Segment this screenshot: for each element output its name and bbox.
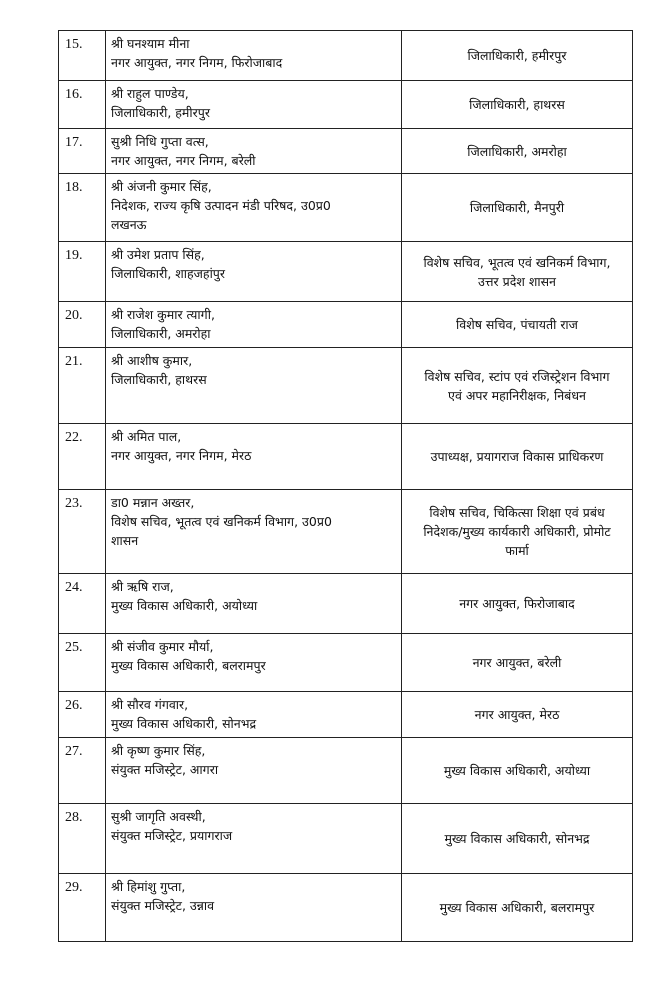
new-posting-line: जिलाधिकारी, अमरोहा — [467, 143, 567, 159]
new-posting-cell — [402, 804, 633, 874]
table-row — [59, 634, 633, 692]
table-row — [59, 424, 633, 490]
new-posting-line: विशेष सचिव, स्टांप एवं रजिस्ट्रेशन विभाग — [424, 368, 610, 384]
officer-name: सुश्री निधि गुप्ता वत्स, — [111, 134, 209, 149]
serial-number: 27. — [59, 738, 106, 804]
serial-number: 20. — [59, 302, 106, 348]
officer-cell — [106, 738, 402, 804]
new-posting-line: नगर आयुक्त, मेरठ — [474, 707, 560, 722]
current-post-line: संयुक्त मजिस्ट्रेट, उन्नाव — [111, 898, 215, 913]
current-post-line: मुख्य विकास अधिकारी, अयोध्या — [111, 598, 258, 613]
officer-name: श्री घनश्याम मीना — [111, 36, 190, 51]
officer-name: श्री राहुल पाण्डेय, — [111, 86, 189, 101]
table-row — [59, 129, 633, 174]
table-row — [59, 302, 633, 348]
officer-cell — [106, 574, 402, 634]
current-post-line: नगर आयुक्त, नगर निगम, मेरठ — [111, 448, 252, 463]
serial-number: 25. — [59, 634, 106, 692]
table-row — [59, 804, 633, 874]
officer-cell — [106, 634, 402, 692]
new-posting-cell — [402, 692, 633, 738]
current-post-line: जिलाधिकारी, शाहजहांपुर — [111, 266, 226, 281]
new-posting-cell — [402, 490, 633, 574]
new-posting-cell — [402, 634, 633, 692]
new-posting-line: जिलाधिकारी, मैनपुरी — [469, 200, 565, 215]
table-row — [59, 242, 633, 302]
officer-cell — [106, 874, 402, 942]
officer-name: श्री सौरव गंगवार, — [111, 697, 189, 712]
officer-cell — [106, 81, 402, 129]
transfer-table-body — [59, 31, 633, 942]
officer-name: श्री आशीष कुमार, — [111, 353, 193, 368]
serial-number: 15. — [59, 31, 106, 81]
table-row — [59, 348, 633, 424]
officer-name: श्री राजेश कुमार त्यागी, — [111, 307, 215, 322]
new-posting-line: एवं अपर महानिरीक्षक, निबंधन — [448, 387, 586, 403]
new-posting-line: मुख्य विकास अधिकारी, बलरामपुर — [439, 900, 595, 915]
new-posting-line: उत्तर प्रदेश शासन — [478, 273, 556, 289]
officer-name: श्री संजीव कुमार मौर्या, — [111, 639, 214, 654]
new-posting-line: विशेष सचिव, भूतत्व एवं खनिकर्म विभाग, — [423, 254, 611, 270]
current-post-line: संयुक्त मजिस्ट्रेट, आगरा — [111, 762, 219, 777]
serial-number: 24. — [59, 574, 106, 634]
current-post-line: मुख्य विकास अधिकारी, सोनभद्र — [111, 716, 257, 731]
current-post-line: संयुक्त मजिस्ट्रेट, प्रयागराज — [111, 828, 233, 843]
transfer-table — [58, 30, 633, 942]
new-posting-line: मुख्य विकास अधिकारी, अयोध्या — [443, 763, 591, 778]
officer-cell — [106, 804, 402, 874]
new-posting-cell — [402, 574, 633, 634]
new-posting-line: नगर आयुक्त, फिरोजाबाद — [459, 596, 575, 611]
serial-number: 26. — [59, 692, 106, 738]
officer-cell — [106, 490, 402, 574]
officer-name: श्री कृष्ण कुमार सिंह, — [111, 743, 206, 758]
table-row — [59, 874, 633, 942]
serial-number: 19. — [59, 242, 106, 302]
new-posting-cell — [402, 174, 633, 242]
officer-cell — [106, 424, 402, 490]
current-post-line: विशेष सचिव, भूतत्व एवं खनिकर्म विभाग, उ0प्र0 — [111, 514, 332, 529]
new-posting-cell — [402, 242, 633, 302]
officer-cell — [106, 242, 402, 302]
new-posting-line: नगर आयुक्त, बरेली — [472, 655, 562, 670]
officer-cell — [106, 348, 402, 424]
new-posting-line: मुख्य विकास अधिकारी, सोनभद्र — [444, 831, 590, 846]
new-posting-cell — [402, 129, 633, 174]
current-post-line: शासन — [111, 533, 139, 548]
officer-name: श्री हिमांशु गुप्ता, — [111, 879, 186, 894]
current-post-line: लखनऊ — [111, 217, 147, 232]
current-post-line: जिलाधिकारी, हाथरस — [111, 372, 207, 387]
officer-cell — [106, 174, 402, 242]
current-post-line: निदेशक, राज्य कृषि उत्पादन मंडी परिषद, उ0प्र0 — [111, 198, 331, 213]
new-posting-line: जिलाधिकारी, हमीरपुर — [467, 48, 567, 63]
current-post-line: नगर आयुक्त, नगर निगम, फिरोजाबाद — [111, 55, 283, 70]
current-post-line: जिलाधिकारी, हमीरपुर — [111, 105, 210, 120]
officer-name: श्री ऋषि राज, — [111, 579, 174, 594]
table-row — [59, 174, 633, 242]
new-posting-cell — [402, 81, 633, 129]
table-row — [59, 574, 633, 634]
officer-name: श्री अमित पाल, — [111, 429, 182, 444]
new-posting-line: जिलाधिकारी, हाथरस — [469, 97, 565, 112]
officer-name: सुश्री जागृति अवस्थी, — [111, 809, 206, 824]
current-post-line: मुख्य विकास अधिकारी, बलरामपुर — [111, 658, 266, 673]
officer-name: श्री अंजनी कुमार सिंह, — [111, 179, 212, 194]
officer-cell — [106, 129, 402, 174]
table-row — [59, 692, 633, 738]
officer-name: डा0 मन्नान अख्तर, — [111, 495, 195, 510]
officer-name: श्री उमेश प्रताप सिंह, — [111, 247, 205, 262]
serial-number: 18. — [59, 174, 106, 242]
new-posting-line: निदेशक/मुख्य कार्यकारी अधिकारी, प्रोमोट — [423, 524, 611, 539]
current-post-line: जिलाधिकारी, अमरोहा — [111, 326, 211, 341]
serial-number: 23. — [59, 490, 106, 574]
new-posting-line: फार्मा — [505, 543, 529, 558]
officer-cell — [106, 302, 402, 348]
new-posting-cell — [402, 302, 633, 348]
serial-number: 29. — [59, 874, 106, 942]
new-posting-line: विशेष सचिव, पंचायती राज — [456, 317, 578, 332]
new-posting-cell — [402, 31, 633, 81]
new-posting-line: उपाध्यक्ष, प्रयागराज विकास प्राधिकरण — [430, 449, 604, 464]
officer-cell — [106, 692, 402, 738]
new-posting-line: विशेष सचिव, चिकित्सा शिक्षा एवं प्रबंध — [429, 505, 605, 520]
serial-number: 28. — [59, 804, 106, 874]
new-posting-cell — [402, 738, 633, 804]
serial-number: 16. — [59, 81, 106, 129]
serial-number: 22. — [59, 424, 106, 490]
serial-number: 21. — [59, 348, 106, 424]
new-posting-cell — [402, 348, 633, 424]
officer-cell — [106, 31, 402, 81]
table-row — [59, 490, 633, 574]
serial-number: 17. — [59, 129, 106, 174]
table-row — [59, 738, 633, 804]
new-posting-cell — [402, 874, 633, 942]
current-post-line: नगर आयुक्त, नगर निगम, बरेली — [111, 153, 256, 168]
table-row — [59, 81, 633, 129]
new-posting-cell — [402, 424, 633, 490]
table-row — [59, 31, 633, 81]
